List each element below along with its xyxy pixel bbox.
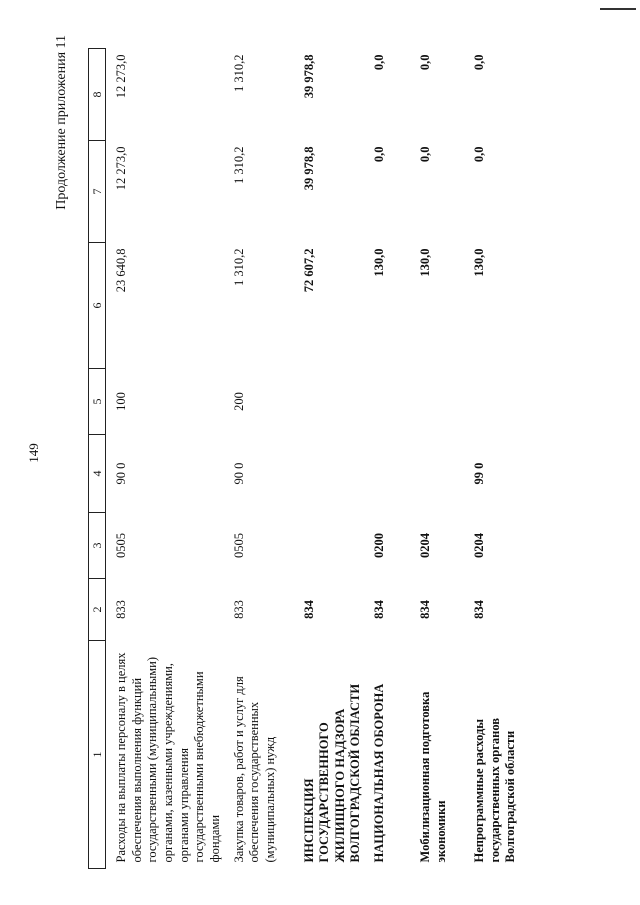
cell: 39 978,8 [301,54,316,99]
table-row [294,49,365,869]
table-row [224,49,294,869]
cell [364,369,410,435]
row-title: Закупка товаров, работ и услуг для обеспечения государственных (муниципальных) нужд [231,676,277,863]
column-header: 4 [89,435,106,513]
corner-mark [600,8,636,10]
cell: 1 310,2 [231,248,246,286]
cell: 0200 [372,533,386,558]
row-title: Непрограммные расходы государственных органов Волгоградской области [472,717,518,863]
cell: 130,0 [472,248,486,277]
cell: 834 [301,600,316,619]
cell: 834 [372,600,386,619]
cell: 99 0 [472,462,486,485]
cell [464,369,532,435]
cell: 0,0 [472,54,486,71]
cell: 0,0 [372,146,386,163]
row-title: Мобилизационная подготовка экономики [418,691,448,863]
cell [294,513,365,579]
cell: 0,0 [418,146,432,163]
cell: 130,0 [372,248,386,277]
column-header: 1 [89,641,106,869]
cell: 0505 [114,533,128,558]
cell: 12 273,0 [114,146,128,191]
cell: 39 978,8 [301,146,316,191]
cell: 0505 [231,533,246,558]
cell: 0204 [472,533,486,558]
cell: 834 [472,600,486,619]
row-title: НАЦИОНАЛЬНАЯ ОБОРОНА [372,683,386,863]
cell: 90 0 [231,462,246,485]
cell: 833 [114,600,128,619]
cell: 0,0 [472,146,486,163]
cell: 834 [418,600,432,619]
cell: 90 0 [114,462,128,485]
cell [410,435,464,513]
cell: 833 [231,600,246,619]
table-header-row [89,49,106,869]
cell [294,369,365,435]
row-title: ИНСПЕКЦИЯ ГОСУДАРСТВЕННОГО ЖИЛИЩНОГО НАДЗОРА ВОЛГОГРАДСКОЙ ОБЛАСТИ [301,683,363,863]
column-header: 2 [89,579,106,641]
cell [364,435,410,513]
table-row [106,49,224,869]
column-header: 6 [89,243,106,369]
table-row [410,49,464,869]
cell: 23 640,8 [114,248,128,293]
cell: 1 310,2 [231,146,246,184]
cell: 0,0 [418,54,432,71]
column-header: 8 [89,49,106,141]
cell: 130,0 [418,248,432,277]
table-row [364,49,410,869]
cell: 0,0 [372,54,386,71]
continuation-title: Продолжение приложения 11 [54,35,69,210]
cell: 200 [231,392,246,411]
cell [410,369,464,435]
cell: 12 273,0 [114,54,128,99]
cell: 0204 [418,533,432,558]
column-header: 5 [89,369,106,435]
appendix-table [88,48,532,869]
column-header: 7 [89,141,106,243]
cell [294,435,365,513]
cell: 72 607,2 [301,248,316,293]
column-header: 3 [89,513,106,579]
table-row [464,49,532,869]
cell: 100 [114,392,128,411]
row-title: Расходы на выплаты персоналу в целях обеспечения выполнения функций государственными (муниципальными) органами, казенными учреждениями, органами управления государственными внебюджетными фондами [114,652,222,863]
page-number: 149 [26,443,41,463]
cell: 1 310,2 [231,54,246,92]
